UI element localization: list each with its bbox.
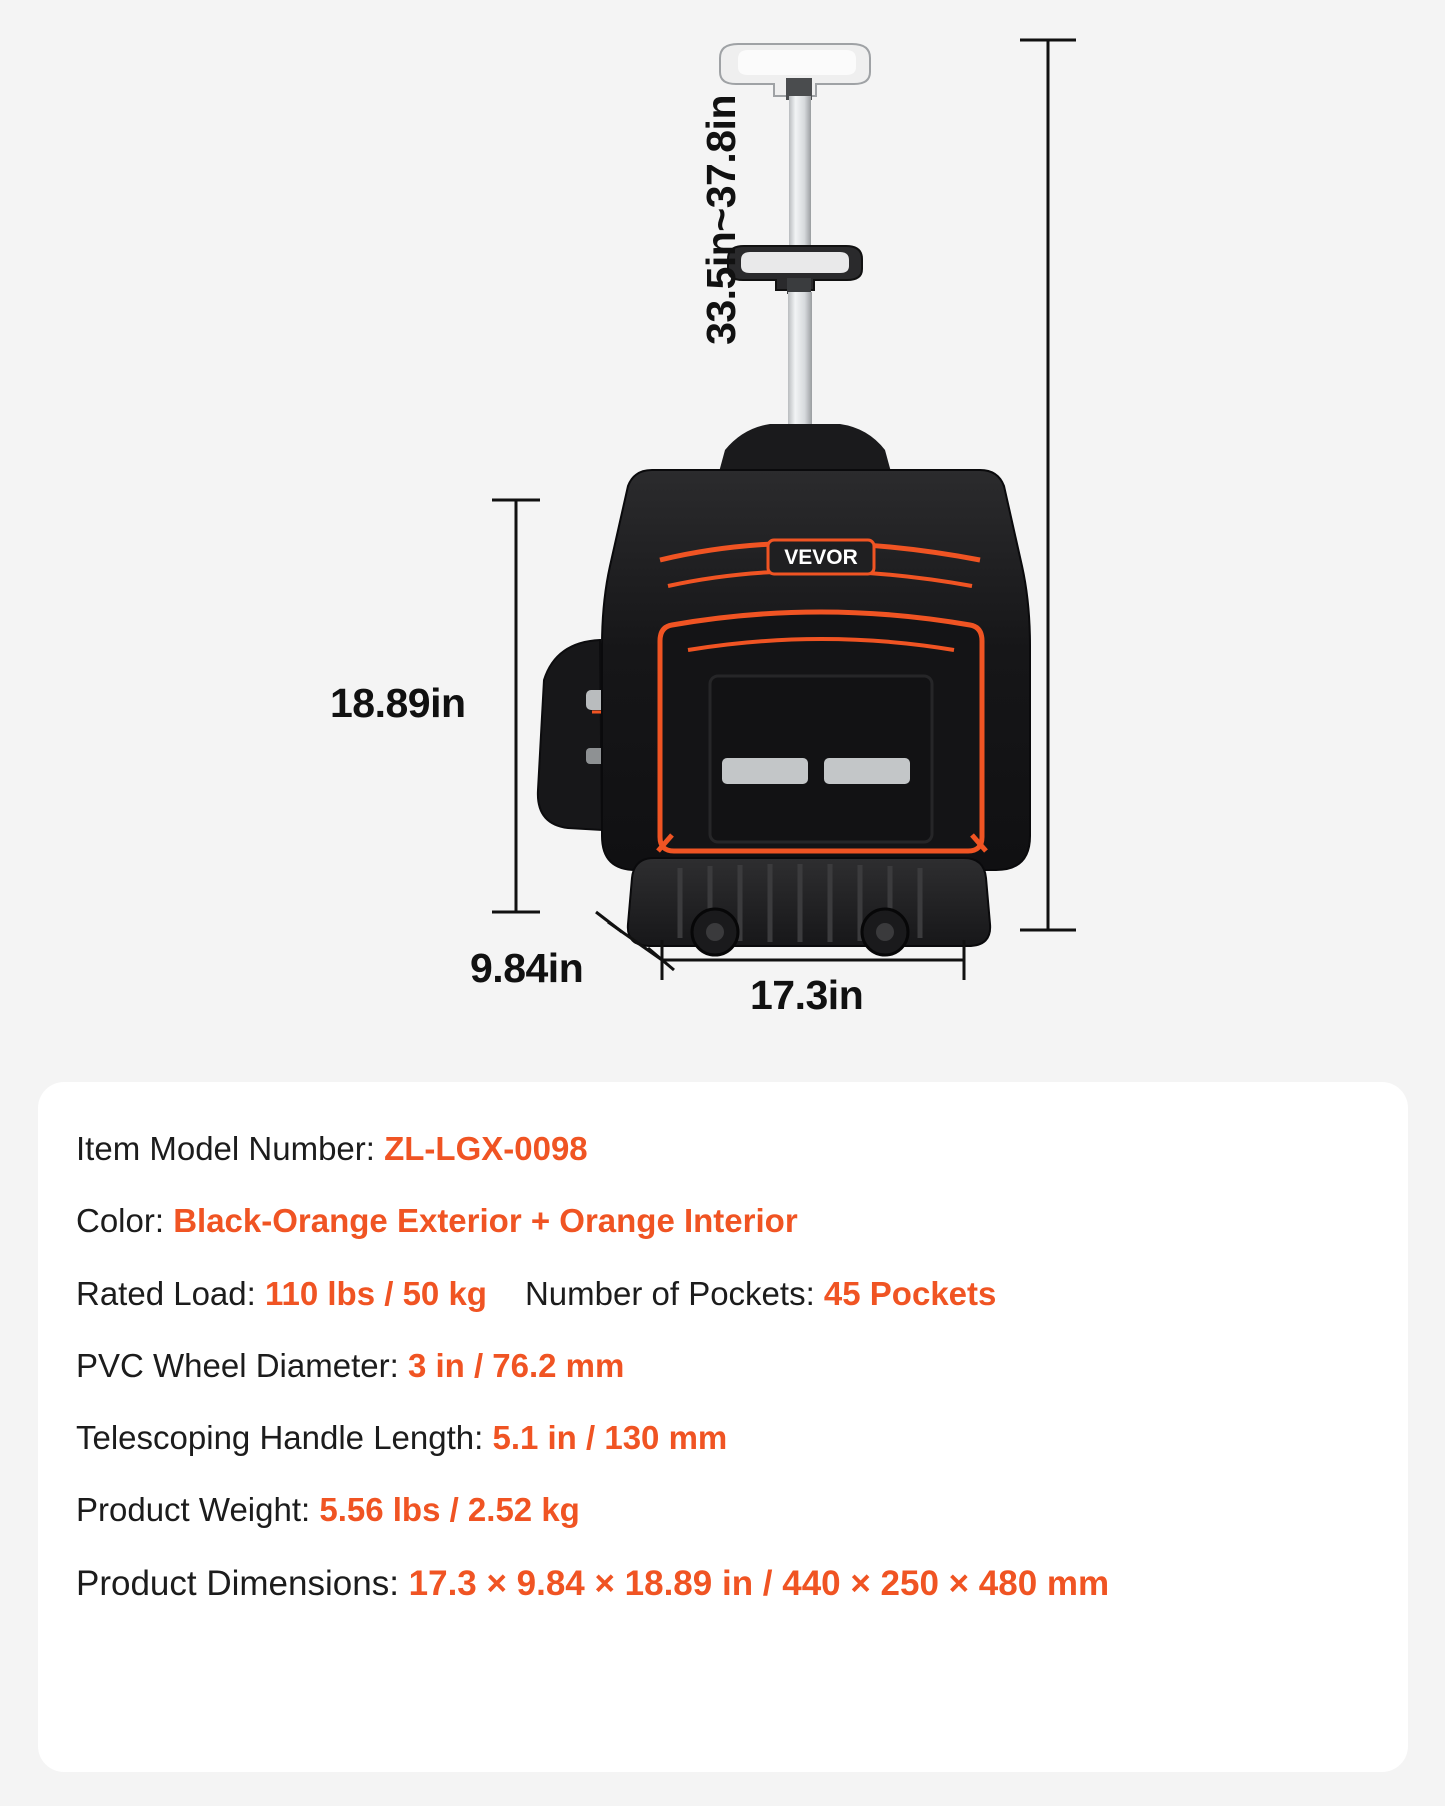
wheel-right (862, 909, 908, 955)
spec-row-wheel-diameter (76, 1345, 1370, 1386)
spec-label-wheel-diameter: PVC Wheel Diameter: (76, 1346, 408, 1384)
dimension-label-width: 17.3in (750, 972, 864, 1018)
reflective-strip-left (722, 758, 808, 784)
spec-row-rated-load (76, 1273, 1370, 1314)
spec-label-weight: Product Weight: (76, 1491, 320, 1529)
wheel-left (692, 909, 738, 955)
spec-value-rated-load: 110 lbs / 50 kg (264, 1274, 487, 1312)
spec-value-wheel-diameter: 3 in / 76.2 mm (407, 1346, 625, 1384)
spec-row-color (76, 1200, 1370, 1241)
dimension-label-bag-height: 18.89in (330, 680, 466, 726)
spec-value-dimensions: 17.3 × 9.84 × 18.89 in / 440 × 250 × 480 mm (408, 1563, 1110, 1603)
spec-row-handle-length (76, 1417, 1370, 1458)
reflective-strip-right (824, 758, 910, 784)
handle-pole-upper (789, 96, 811, 246)
spec-label-color: Color: (76, 1202, 174, 1240)
spec-row-model (76, 1128, 1370, 1169)
handle-pole-lower (788, 292, 812, 442)
specifications-card (38, 1082, 1408, 1772)
handle-grip-lower (728, 246, 862, 294)
spec-label-model: Item Model Number: (76, 1130, 385, 1167)
bag-top-collar (719, 424, 891, 472)
handle-grip-upper (720, 44, 870, 100)
brand-patch (768, 540, 874, 574)
spec-label-dimensions: Product Dimensions: (76, 1563, 409, 1603)
dimension-line-bag-height (492, 500, 540, 912)
dimension-label-total-height: 33.5in~37.8in (698, 95, 744, 345)
svg-text:VEVOR: VEVOR (784, 546, 858, 569)
spec-label-handle-length: Telescoping Handle Length: (76, 1419, 493, 1456)
dimension-label-depth: 9.84in (470, 945, 584, 991)
spec-value-color: Black-Orange Exterior + Orange Interior (173, 1202, 798, 1240)
spec-row-weight (76, 1489, 1370, 1530)
spec-value-weight: 5.56 lbs / 2.52 kg (319, 1491, 580, 1529)
spec-value-pockets: 45 Pockets (823, 1274, 997, 1312)
spec-label-rated-load: Rated Load: (76, 1274, 265, 1312)
spec-label-pockets: Number of Pockets: (524, 1274, 824, 1312)
spec-value-model: ZL-LGX-0098 (384, 1130, 588, 1167)
spec-row-dimensions (76, 1562, 1370, 1606)
spec-value-handle-length: 5.1 in / 130 mm (492, 1419, 728, 1456)
